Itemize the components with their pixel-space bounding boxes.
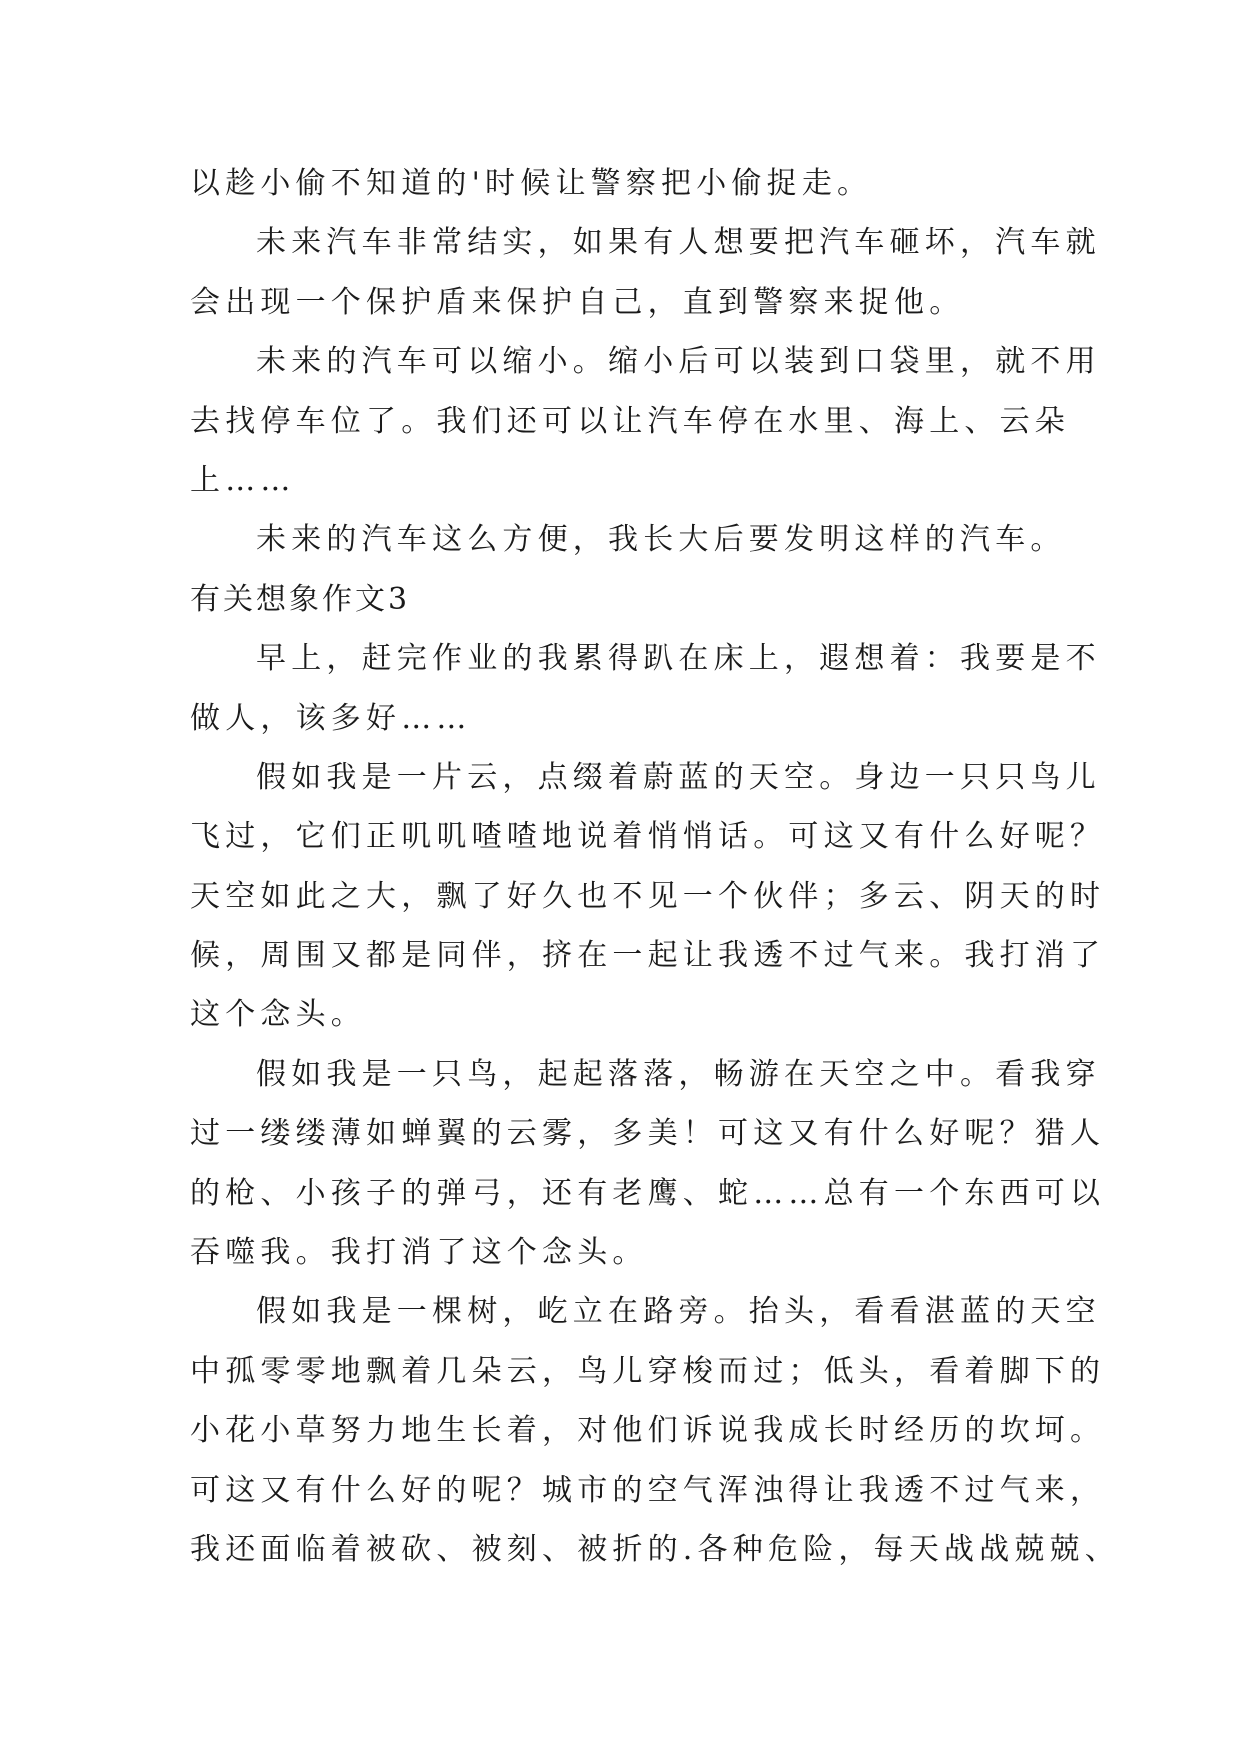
paragraph-start-line: 未来汽车非常结实，如果有人想要把汽车砸坏，汽车就 [256, 225, 1101, 261]
paragraph-start-line: 假如我是一片云，点缀着蔚蓝的天空。身边一只只鸟儿 [256, 759, 1101, 795]
paragraph-start-line: 假如我是一棵树，屹立在路旁。抬头，看看湛蓝的天空 [256, 1294, 1101, 1330]
text-line: 中孤零零地飘着几朵云，鸟儿穿梭而过；低头，看着脚下的 [190, 1353, 1106, 1389]
paragraph-start-line: 未来的汽车这么方便，我长大后要发明这样的汽车。 [256, 522, 1066, 558]
text-line: 吞噬我。我打消了这个念头。 [190, 1235, 648, 1271]
text-line: 过一缕缕薄如蝉翼的云雾，多美！可这又有什么好呢？猎人 [190, 1116, 1106, 1152]
text-line: 去找停车位了。我们还可以让汽车停在水里、海上、云朵 [190, 403, 1070, 439]
paragraph-start-line: 未来的汽车可以缩小。缩小后可以装到口袋里，就不用 [256, 344, 1101, 380]
text-line: 以趁小偷不知道的'时候让警察把小偷捉走。 [190, 166, 873, 201]
text-line: 这个念头。 [190, 997, 366, 1033]
text-line: 的枪、小孩子的弹弓，还有老鹰、蛇……总有一个东西可以 [190, 1175, 1106, 1211]
paragraph-start-line: 假如我是一只鸟，起起落落，畅游在天空之中。看我穿 [256, 1056, 1101, 1092]
text-line: 可这又有什么好的呢？城市的空气浑浊得让我透不过气来， [190, 1472, 1106, 1508]
text-line: 天空如此之大，飘了好久也不见一个伙伴；多云、阴天的时 [190, 878, 1106, 914]
article-body [190, 154, 1120, 1579]
text-line: 飞过，它们正叽叽喳喳地说着悄悄话。可这又有什么好呢？ [190, 819, 1106, 855]
text-line: 会出现一个保护盾来保护自己，直到警察来捉他。 [190, 284, 965, 320]
text-line: 上…… [190, 462, 296, 498]
section-heading: 有关想象作文3 [190, 581, 411, 617]
text-line: 我还面临着被砍、被刻、被折的.各种危险，每天战战兢兢、 [190, 1531, 1120, 1567]
text-line: 候，周围又都是同伴，挤在一起让我透不过气来。我打消了 [190, 938, 1106, 974]
text-line: 做人，该多好…… [190, 700, 472, 736]
text-line: 小花小草努力地生长着，对他们诉说我成长时经历的坎坷。 [190, 1413, 1106, 1449]
paragraph-start-line: 早上，赶完作业的我累得趴在床上，遐想着：我要是不 [256, 641, 1101, 677]
